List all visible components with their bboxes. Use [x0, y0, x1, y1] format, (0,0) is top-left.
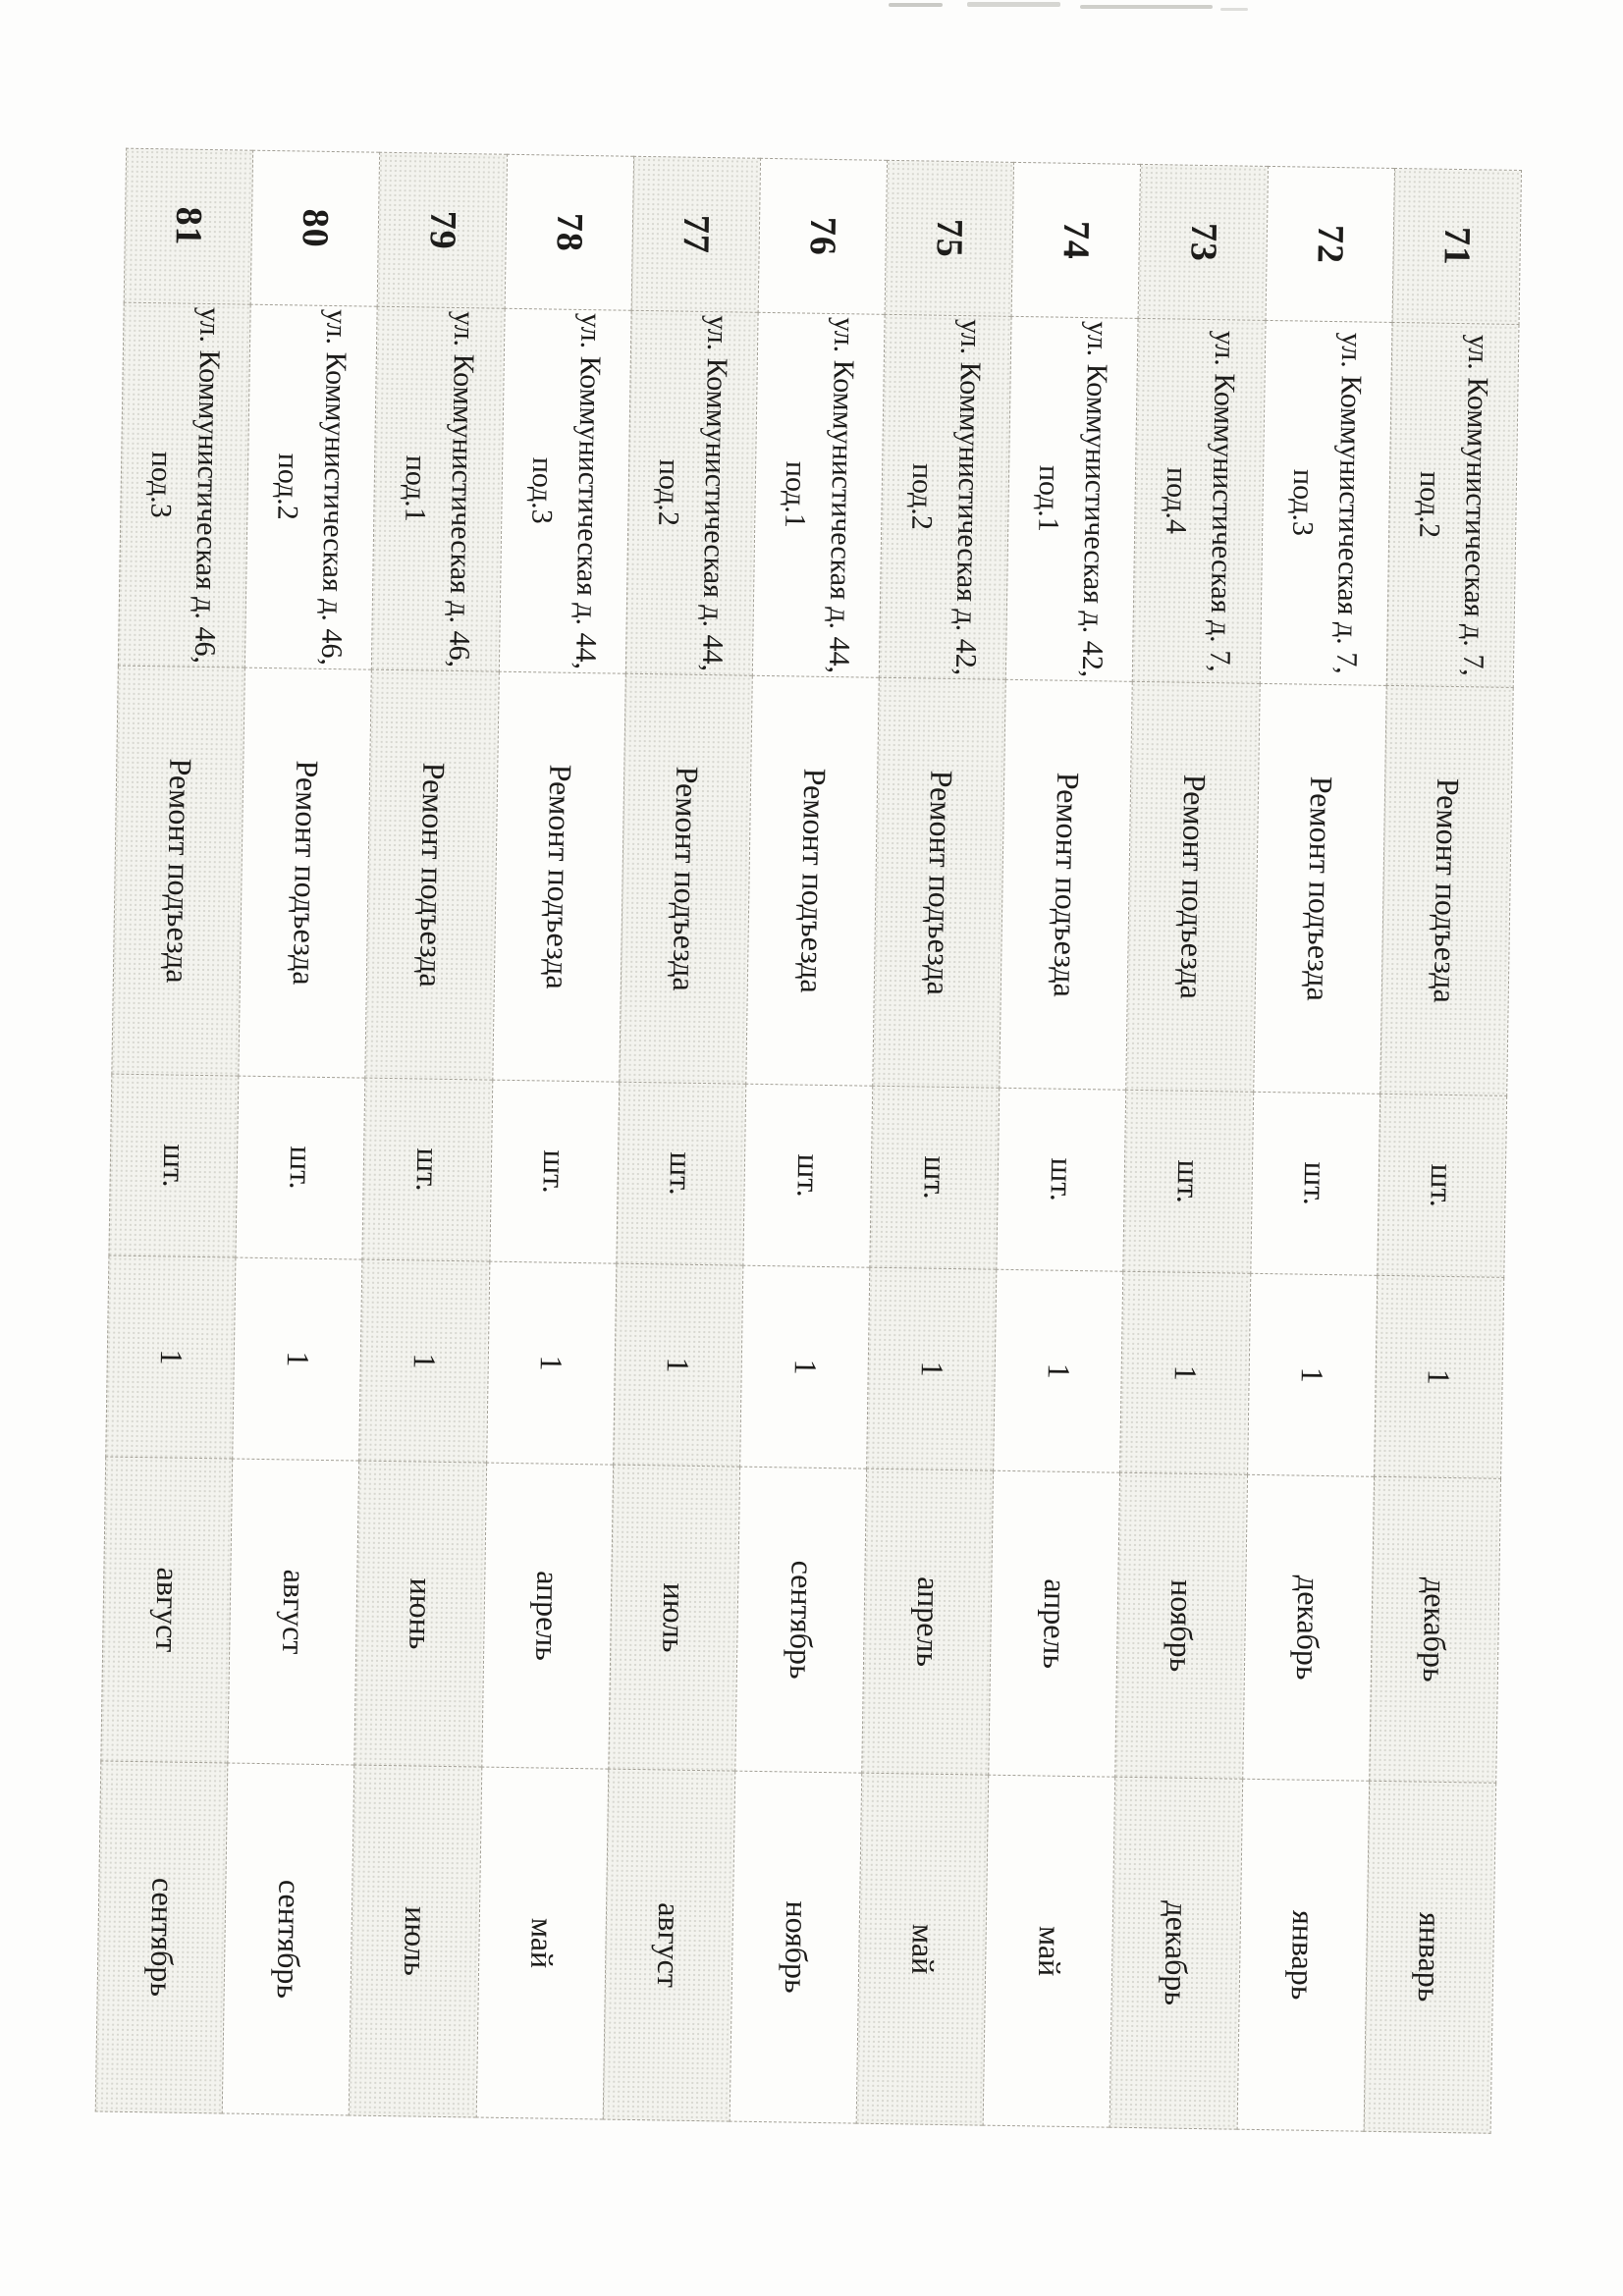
quantity-cell: 1 [1247, 1273, 1377, 1476]
row-number-cell: 80 [250, 150, 380, 306]
quantity-cell: 1 [233, 1257, 362, 1461]
work-type-cell: Ремонт подъезда [112, 666, 245, 1076]
row-number-cell: 81 [124, 148, 253, 304]
work-type-cell: Ремонт подъезда [746, 675, 880, 1086]
rotated-table-container [95, 148, 1522, 2133]
end-month-cell: январь [1237, 1779, 1370, 2131]
address-cell [752, 312, 885, 677]
address-cell [245, 304, 378, 669]
quantity-cell: 1 [740, 1265, 870, 1468]
row-number-cell: 75 [885, 160, 1014, 316]
page-edge-print-artifact [889, 3, 943, 7]
unit-cell: шт. [236, 1076, 365, 1259]
start-month-cell: декабрь [1242, 1474, 1374, 1781]
end-month-cell: май [856, 1773, 989, 2125]
unit-cell: шт. [997, 1088, 1126, 1271]
row-number-cell: 71 [1392, 168, 1522, 324]
address-cell [1386, 322, 1519, 687]
address-line-1: ул. Коммунистическая д. 7, [1329, 332, 1369, 675]
row-number-cell: 72 [1266, 166, 1395, 322]
address-line-2: под.1 [779, 460, 813, 529]
address-line-2: под.2 [652, 458, 686, 527]
address-line-1: ул. Коммунистическая д. 46, [189, 306, 227, 665]
table-body [95, 148, 1521, 2133]
work-type-cell: Ремонт подъезда [492, 671, 625, 1082]
address-line-2: под.2 [271, 453, 305, 521]
end-month-cell: июль [350, 1765, 482, 2117]
unit-cell: шт. [1123, 1090, 1253, 1273]
address-line-1: ул. Коммунистическая д. 44, [568, 312, 608, 670]
start-month-cell: апрель [989, 1470, 1120, 1777]
work-type-cell: Ремонт подъезда [620, 673, 753, 1084]
address-line-2: под.2 [905, 462, 940, 531]
start-month-cell: декабрь [1370, 1476, 1501, 1783]
address-cell [879, 314, 1011, 679]
work-type-cell: Ремонт подъезда [1253, 683, 1386, 1094]
address-line-1: ул. Коммунистическая д. 44, [695, 314, 734, 672]
row-number-cell: 79 [378, 152, 508, 308]
address-cell [1133, 318, 1266, 683]
address-line-1: ул. Коммунистическая д. 7, [1203, 330, 1241, 673]
row-number-cell: 74 [1011, 162, 1141, 318]
quantity-cell: 1 [486, 1261, 616, 1465]
unit-cell: шт. [617, 1082, 746, 1265]
address-cell [1260, 320, 1392, 685]
row-number-cell: 78 [505, 154, 634, 310]
address-line-2: под.4 [1159, 466, 1193, 535]
unit-cell: шт. [870, 1086, 1000, 1269]
quantity-cell: 1 [613, 1263, 742, 1467]
start-month-cell: август [101, 1457, 233, 1763]
end-month-cell: сентябрь [95, 1761, 228, 2113]
start-month-cell: июнь [354, 1461, 486, 1767]
page-edge-print-artifact [967, 2, 1060, 7]
end-month-cell: ноябрь [730, 1771, 862, 2123]
address-line-1: ул. Коммунистическая д. 42, [949, 318, 988, 676]
row-number-cell: 73 [1139, 164, 1269, 320]
address-cell [1006, 316, 1139, 681]
start-month-cell: апрель [862, 1468, 994, 1775]
page-edge-print-artifact [1080, 5, 1213, 9]
end-month-cell: май [476, 1767, 609, 2119]
end-month-cell: декабрь [1110, 1777, 1243, 2129]
row-number-cell: 76 [758, 158, 888, 314]
unit-cell: шт. [109, 1074, 239, 1257]
work-type-cell: Ремонт подъезда [873, 677, 1006, 1088]
address-line-1: ул. Коммунистическая д. 46, [315, 308, 353, 667]
address-line-1: ул. Коммунистическая д. 42, [1076, 320, 1114, 678]
address-cell [372, 306, 505, 671]
quantity-cell: 1 [106, 1255, 236, 1459]
address-line-2: под.1 [1032, 464, 1066, 533]
work-type-cell: Ремонт подъезда [365, 669, 499, 1080]
address-cell [499, 308, 631, 673]
address-line-1: ул. Коммунистическая д. 7, [1456, 334, 1495, 677]
row-number-cell: 77 [631, 156, 761, 312]
maintenance-schedule-table [95, 148, 1522, 2134]
quantity-cell: 1 [994, 1269, 1123, 1472]
address-line-2: под.3 [524, 456, 559, 525]
work-type-cell: Ремонт подъезда [1380, 685, 1514, 1095]
quantity-cell: 1 [359, 1259, 489, 1463]
work-type-cell: Ремонт подъезда [1126, 681, 1260, 1092]
end-month-cell: сентябрь [223, 1763, 355, 2115]
work-type-cell: Ремонт подъезда [239, 667, 372, 1078]
unit-cell: шт. [1250, 1092, 1380, 1275]
quantity-cell: 1 [1120, 1271, 1250, 1474]
unit-cell: шт. [743, 1084, 873, 1267]
address-line-2: под.3 [1285, 468, 1320, 537]
start-month-cell: август [228, 1459, 359, 1765]
end-month-cell: август [603, 1769, 735, 2121]
address-line-2: под.2 [1413, 470, 1447, 539]
unit-cell: шт. [362, 1078, 492, 1261]
unit-cell: шт. [1378, 1094, 1507, 1277]
quantity-cell: 1 [1374, 1275, 1503, 1478]
address-cell [625, 310, 758, 675]
address-line-2: под.3 [144, 451, 179, 519]
start-month-cell: сентябрь [735, 1467, 867, 1773]
address-line-1: ул. Коммунистическая д. 44, [822, 316, 861, 674]
page-edge-print-artifact [1220, 8, 1248, 11]
end-month-cell: май [983, 1775, 1115, 2127]
unit-cell: шт. [490, 1080, 620, 1263]
start-month-cell: ноябрь [1115, 1472, 1247, 1779]
address-line-1: ул. Коммунистическая д. 46, [442, 310, 481, 668]
quantity-cell: 1 [867, 1267, 997, 1470]
address-cell [118, 302, 250, 667]
start-month-cell: июль [609, 1465, 740, 1771]
end-month-cell: январь [1364, 1781, 1496, 2133]
address-line-2: под.1 [398, 454, 432, 523]
start-month-cell: апрель [481, 1463, 613, 1769]
work-type-cell: Ремонт подъезда [1000, 679, 1133, 1090]
